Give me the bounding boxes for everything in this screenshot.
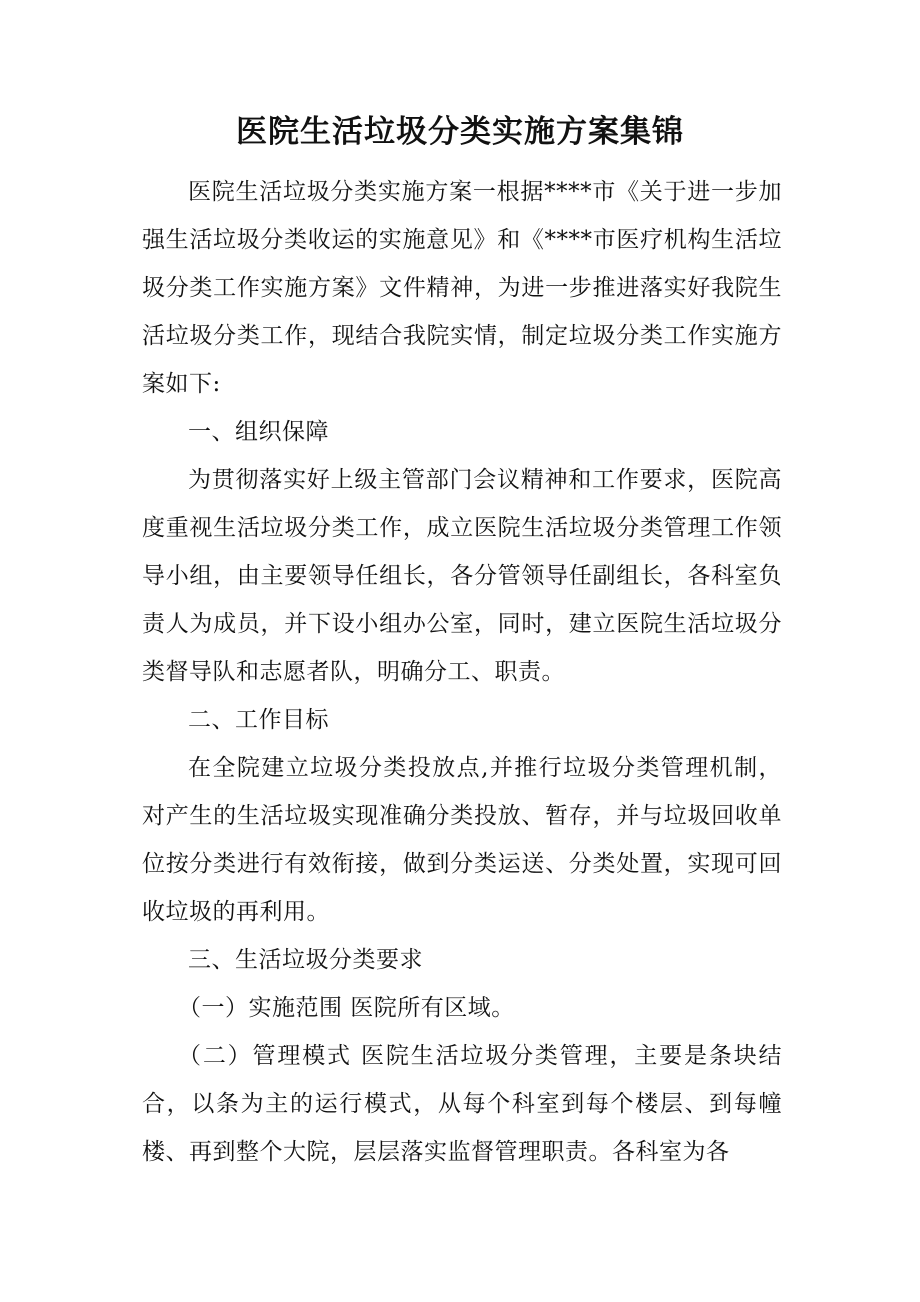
goals-paragraph: 在全院建立垃圾分类投放点,并推行垃圾分类管理机制，对产生的生活垃圾实现准确分类投放、暂存，并与垃圾回收单位按分类进行有效衔接，做到分类运送、分类处置，实现可回收垃圾的再利用。 — [142, 755, 782, 925]
document-body — [142, 168, 782, 1176]
page-title: 医院生活垃圾分类实施方案集锦 — [236, 114, 684, 150]
section-heading-requirements: 三、生活垃圾分类要求 — [188, 947, 423, 973]
scope-paragraph: （一）实施范围 医院所有区域。 — [178, 995, 515, 1021]
section-heading-goals: 二、工作目标 — [188, 707, 329, 733]
management-paragraph: （二）管理模式 医院生活垃圾分类管理，主要是条块结合，以条为主的运行模式，从每个科室到每个楼层、到每幢楼、再到整个大院，层层落实监督管理职责。各科室为各 — [142, 1043, 782, 1165]
organization-paragraph: 为贯彻落实好上级主管部门会议精神和工作要求，医院高度重视生活垃圾分类工作，成立医院生活垃圾分类管理工作领导小组，由主要领导任组长，各分管领导任副组长，各科室负责人为成员，并下设小组办公室，同时，建立医院生活垃圾分类督导队和志愿者队，明确分工、职责。 — [142, 467, 782, 685]
section-heading-organization: 一、组织保障 — [188, 419, 329, 445]
intro-paragraph: 医院生活垃圾分类实施方案一根据****市《关于进一步加强生活垃圾分类收运的实施意见》和《****市医疗机构生活垃圾分类工作实施方案》文件精神，为进一步推进落实好我院生活垃圾分类工作，现结合我院实情，制定垃圾分类工作实施方案如下: — [142, 179, 782, 397]
